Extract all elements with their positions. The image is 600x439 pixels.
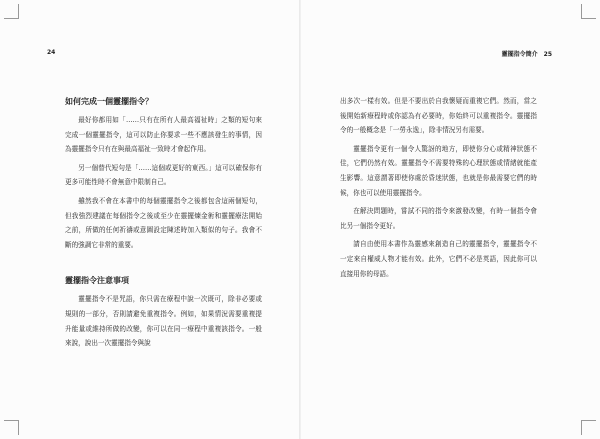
paragraph: 出多次一樣有效。但是不要出於自我懷疑而重複它們。然而，當之後開始新療程時或你認為有必要時，你始終可以重複指令。靈擺指令的一般概念是「一勞永逸」，除非情況另有需要。 (340, 97, 537, 135)
right-page-number: 25 (543, 51, 552, 58)
running-head-title: 靈擺指令簡介 (501, 51, 538, 58)
section-heading-notes: 靈擺指令注意事項 (65, 276, 129, 286)
paragraph: 請自由使用本書作為靈感來創造自己的靈擺指令，靈擺指令不一定來自權威人物才能有效。此外，它們不必是英語，因此你可以直接用你的母語。 (340, 240, 537, 278)
paragraph: 最好你都用如「……只有在所有人最高福祉時」之類的短句來完成一個靈擺指令，這可以防止你要求一些不應該發生的事情，因為靈擺指令只有在與最高福祉一致時才會起作用。 (65, 116, 262, 154)
paragraph: 在解決問題時，嘗試不同的指令來激發改變，有時一個指令會比另一個指令更好。 (340, 207, 537, 230)
left-page-content (65, 95, 262, 355)
paragraph: 靈擺指令不是咒語，你只需在療程中說一次既可，除非必要或規則的一部分，否則請避免重複指令。例如，如果情況需要重複提升能量或維持所做的改變，你可以在同一療程中重複該指令。一般來說，說出一次靈擺指令與說 (65, 295, 262, 348)
right-page-content (340, 94, 537, 285)
right-page (300, 0, 600, 439)
paragraph: 另一個替代短句是「……這個或更好的東西。」這可以確保你有更多可能性時不會無意中限制自己。 (65, 163, 262, 187)
running-head (496, 49, 552, 58)
paragraph: 雖然我不會在本書中的每個靈擺指令之後都包含這兩個短句，但我強烈建議在每個指令之後或至少在靈擺煉金術和靈擺療法開始之前，所做的任何祈禱或意圖設定陳述時加入類似的句子。我會不斷的強調它非常的重要。 (65, 196, 262, 249)
section-heading-how-to-complete: 如何完成一個靈擺指令？ (65, 97, 153, 106)
left-page-number: 24 (47, 49, 56, 56)
paragraph: 靈擺指令更有一個令人驚訝的地方，即使你分心或精神狀態不佳，它們仍然有效。靈擺指令不需要特殊的心理狀態或情緒就能產生影響。這意謂著即使你處於昏迷狀態，也就是你最需要它們的時候，你也可以使用靈擺指令。 (340, 144, 537, 197)
